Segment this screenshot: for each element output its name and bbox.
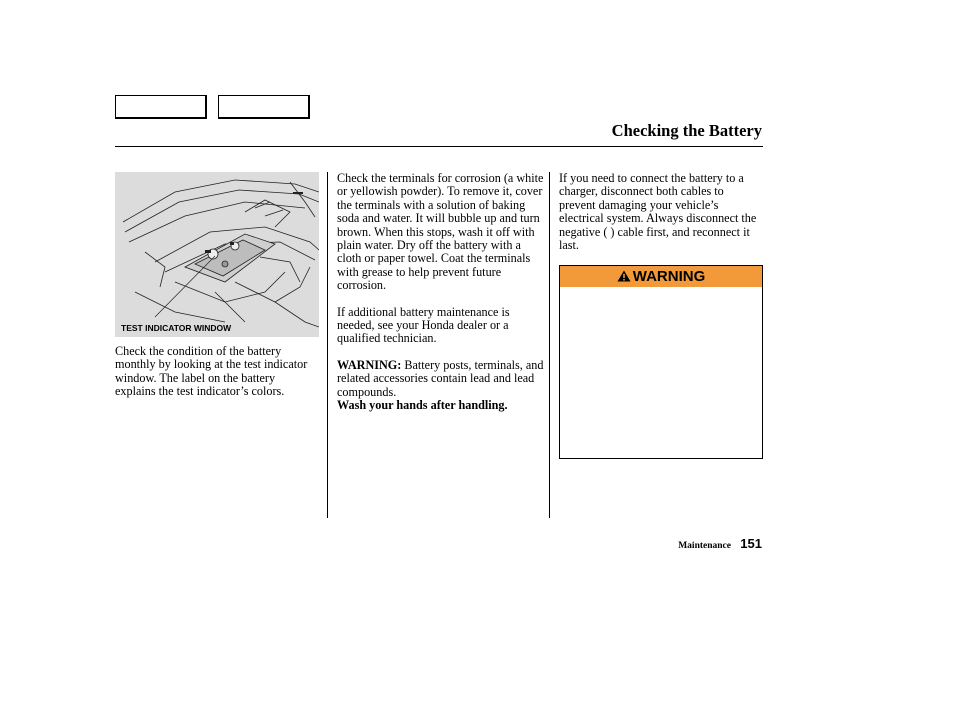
page-title: Checking the Battery <box>611 121 762 140</box>
figure-caption: TEST INDICATOR WINDOW <box>121 323 232 333</box>
warning-box <box>559 265 763 459</box>
battery-drawing <box>115 172 319 337</box>
header-rule <box>115 146 763 147</box>
warning-text: Battery posts, terminals, and related accessories contain lead and lead compounds. <box>337 357 544 399</box>
warning-header <box>560 266 762 287</box>
col2-paragraph-1: Check the terminals for corrosion (a white or yellowish powder). To remove it, cover the terminals with a solution of baking soda and water. It will bubble up and turn brown. When this stops, wash it off with plain water. Dry off the battery with a cloth or paper towel. Coat the terminals with grease to help prevent future corrosion. <box>337 171 544 293</box>
page-number: 151 <box>740 536 762 551</box>
nav-tab-1[interactable] <box>115 95 207 119</box>
col1-paragraph-1: Check the condition of the battery monthly by looking at the test indicator window. The label on the battery explains the test indicator’s colors. <box>115 344 308 399</box>
nav-tab-2[interactable] <box>218 95 310 119</box>
warning-bold-text: Wash your hands after handling. <box>337 398 508 413</box>
warning-triangle-icon <box>617 270 631 282</box>
battery-illustration <box>115 172 319 337</box>
column-3 <box>559 172 763 265</box>
warning-heading: WARNING <box>632 268 706 285</box>
footer-section-name: Maintenance <box>678 541 731 551</box>
col3-paragraph-1: If you need to connect the battery to a charger, disconnect both cables to prevent damaging your vehicle’s electrical system. Always disconnect the negative ( ) cable first, and reconnect it last. <box>559 171 757 253</box>
col2-paragraph-2: If additional battery maintenance is needed, see your Honda dealer or a qualified technician. <box>337 304 510 346</box>
column-2 <box>337 172 547 426</box>
column-divider-1 <box>327 172 328 518</box>
column-1 <box>115 345 315 412</box>
warning-label: WARNING: <box>337 357 402 372</box>
col2-warning-paragraph <box>337 359 547 413</box>
column-divider-2 <box>549 172 550 518</box>
